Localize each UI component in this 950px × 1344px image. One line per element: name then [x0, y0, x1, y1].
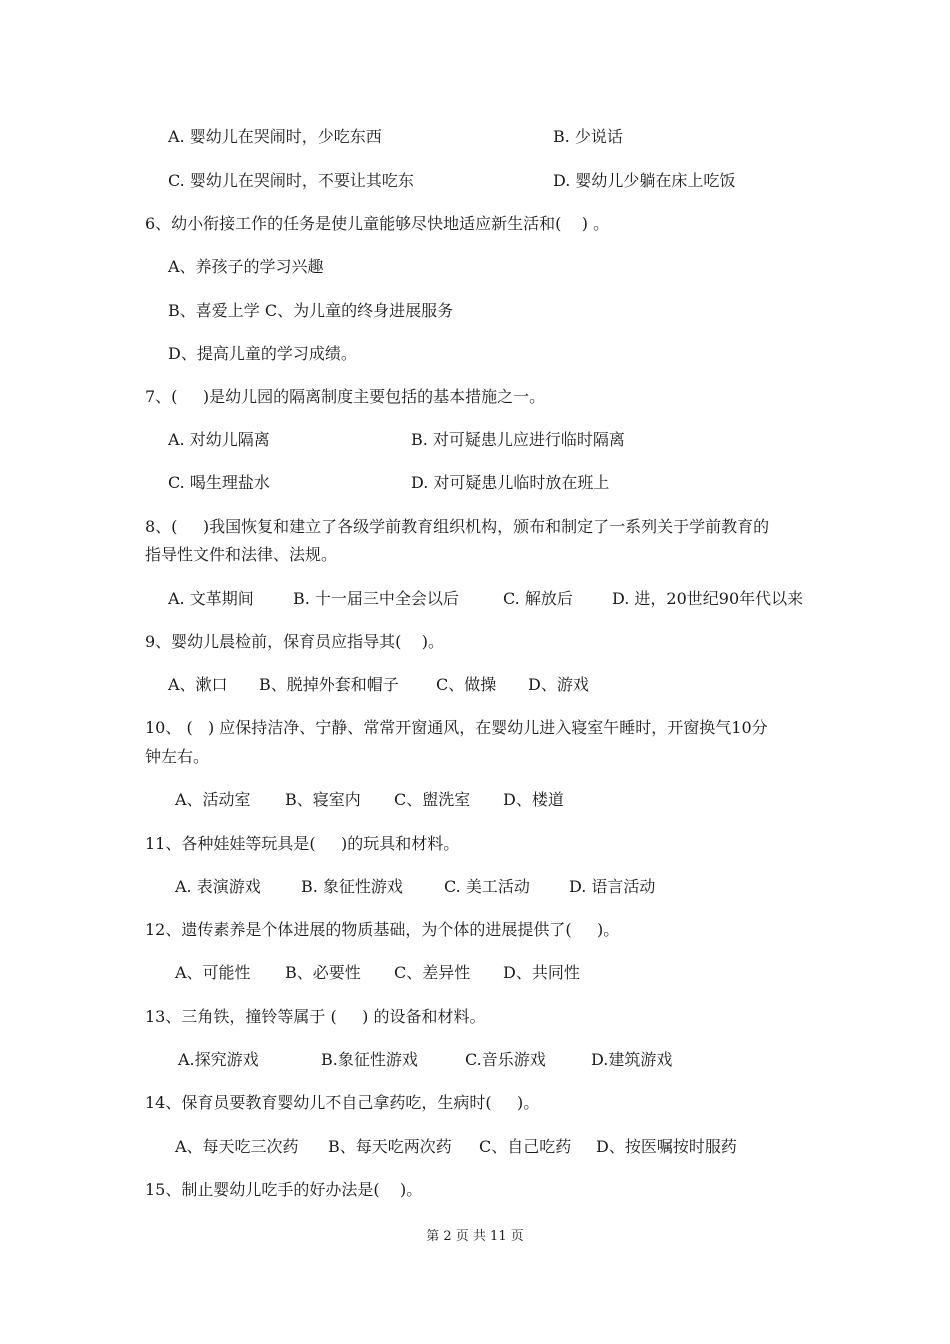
q7-question: 7、( )是幼儿园的隔离制度主要包括的基本措施之一。: [145, 387, 546, 406]
q12-option-c: C、差异性: [394, 963, 471, 982]
q12-option-b: B、必要性: [285, 963, 361, 982]
q9-option-a: A、漱口: [168, 675, 228, 694]
q12-question: 12、遗传素养是个体进展的物质基础，为个体的进展提供了( )。: [145, 920, 620, 939]
q14-option-d: D、按医嘱按时服药: [596, 1137, 737, 1156]
q10-question-line2: 钟左右。: [145, 747, 210, 766]
q8-option-a: A. 文革期间: [168, 589, 254, 608]
q6-option-2: B、喜爱上学 C、为儿童的终身进展服务: [168, 301, 454, 320]
q9-question: 9、婴幼儿晨检前，保育员应指导其( )。: [145, 632, 445, 651]
q5-option-a: A. 婴幼儿在哭闹时，少吃东西: [168, 127, 382, 146]
q15-question: 15、制止婴幼儿吃手的好办法是( )。: [145, 1180, 423, 1199]
q6-option-1: A、养孩子的学习兴趣: [168, 257, 324, 276]
q13-option-c: C.音乐游戏: [465, 1050, 546, 1069]
q5-option-d: D. 婴幼儿少躺在床上吃饭: [553, 171, 736, 190]
q10-question-line1: 10、 ( ) 应保持洁净、宁静、常常开窗通风，在婴幼儿进入寝室午睡时，开窗换气10分: [145, 718, 768, 737]
q9-option-d: D、游戏: [528, 675, 589, 694]
page-footer: 第 2 页 共 11 页: [426, 1229, 524, 1244]
q7-option-a: A. 对幼儿隔离: [168, 430, 270, 449]
q5-option-b: B. 少说话: [553, 127, 623, 146]
q12-option-a: A、可能性: [175, 963, 251, 982]
q8-option-c: C. 解放后: [503, 589, 573, 608]
q14-option-c: C、自己吃药: [479, 1137, 572, 1156]
q13-question: 13、三角铁，撞铃等属于 ( ) 的设备和材料。: [145, 1007, 486, 1026]
q13-option-d: D.建筑游戏: [591, 1050, 673, 1069]
q11-option-a: A. 表演游戏: [175, 877, 261, 896]
q7-option-b: B. 对可疑患儿应进行临时隔离: [411, 430, 625, 449]
q13-option-a: A.探究游戏: [178, 1050, 259, 1069]
q10-option-a: A、活动室: [175, 790, 251, 809]
q7-option-d: D. 对可疑患儿临时放在班上: [411, 473, 610, 492]
q13-option-b: B.象征性游戏: [321, 1050, 418, 1069]
q11-option-b: B. 象征性游戏: [301, 877, 403, 896]
q14-option-a: A、每天吃三次药: [175, 1137, 299, 1156]
q11-option-c: C. 美工活动: [444, 877, 530, 896]
q6-question: 6、幼小衔接工作的任务是使儿童能够尽快地适应新生活和( ) 。: [145, 214, 610, 233]
q11-question: 11、各种娃娃等玩具是( )的玩具和材料。: [145, 834, 460, 853]
q12-option-d: D、共同性: [503, 963, 580, 982]
q8-option-d: D. 进，20世纪90年代以来: [612, 589, 804, 608]
q10-option-d: D、楼道: [503, 790, 564, 809]
q5-option-c: C. 婴幼儿在哭闹时，不要让其吃东: [168, 171, 414, 190]
q6-option-3: D、提高儿童的学习成绩。: [168, 344, 357, 363]
q7-option-c: C. 喝生理盐水: [168, 473, 270, 492]
q14-question: 14、保育员要教育婴幼儿不自己拿药吃，生病时( )。: [145, 1093, 540, 1112]
q8-option-b: B. 十一届三中全会以后: [293, 589, 459, 608]
q9-option-b: B、脱掉外套和帽子: [259, 675, 399, 694]
q9-option-c: C、做操: [436, 675, 497, 694]
q14-option-b: B、每天吃两次药: [328, 1137, 452, 1156]
q8-question-line1: 8、( )我国恢复和建立了各级学前教育组织机构，颁布和制定了一系列关于学前教育的: [145, 517, 770, 536]
q10-option-c: C、盥洗室: [394, 790, 471, 809]
q10-option-b: B、寝室内: [285, 790, 361, 809]
q11-option-d: D. 语言活动: [569, 877, 656, 896]
q8-question-line2: 指导性文件和法律、法规。: [145, 545, 338, 564]
